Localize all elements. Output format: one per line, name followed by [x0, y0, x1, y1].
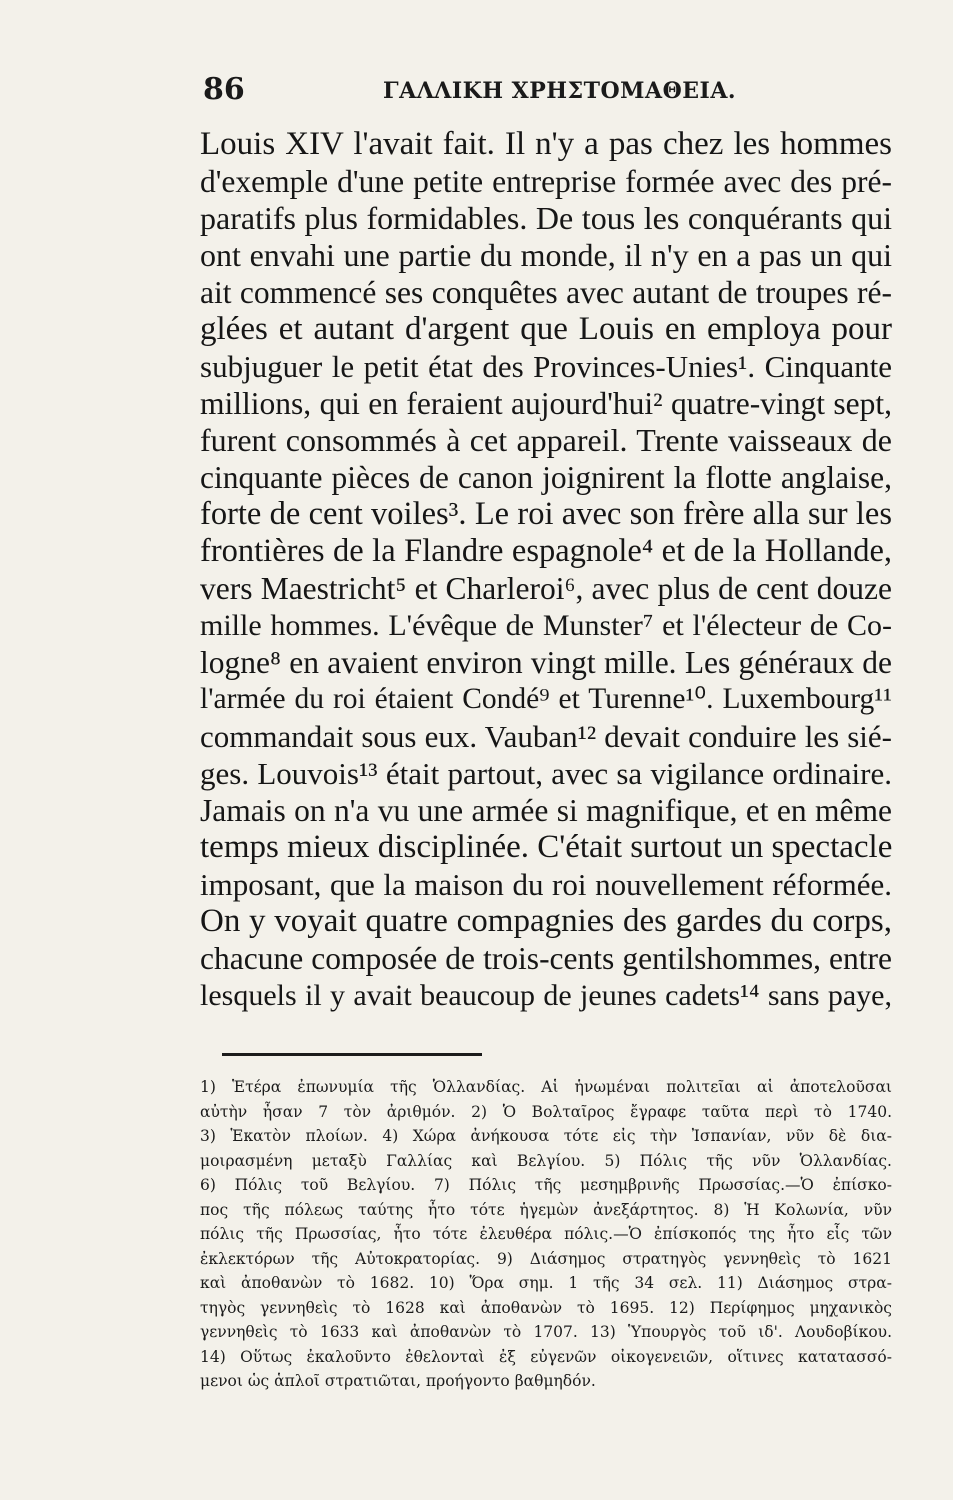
footnote-line: ἐκλεκτόρων τῆς Αὐτοκρατορίας. 9) Διάσημος στρατηγὸς γεννηθεὶς τὸ 1621 — [200, 1249, 892, 1268]
text-line: ait commencé ses conquêtes avec autant de troupes ré- — [200, 275, 892, 310]
footnote-line: αὐτὴν ἦσαν 7 τὸν ἀριθμόν. 2) Ὁ Βολταῖρος ἔγραφε ταῦτα περὶ τὸ 1740. — [200, 1102, 892, 1121]
text-line: On y voyait quatre compagnies des gardes du corps, — [200, 903, 892, 939]
text-line: Jamais on n'a vu une armée si magnifique, et en même — [200, 793, 892, 828]
page-number: 86 — [203, 72, 245, 107]
text-line: imposant, que la maison du roi nouvellement réformée. — [200, 867, 892, 902]
footnote-line: καὶ ἀποθανὼν τὸ 1682. 10) Ὅρα σημ. 1 τῆς 34 σελ. 11) Διάσημος στρα- — [200, 1274, 892, 1292]
footnotes — [200, 1075, 892, 1394]
text-line: forte de cent voiles³. Le roi avec son frère alla sur les — [200, 496, 892, 532]
text-line: frontières de la Flandre espagnole⁴ et de la Hollande, — [200, 533, 892, 569]
text-line: lesquels il y avait beaucoup de jeunes cadets¹⁴ sans paye, — [200, 979, 892, 1012]
text-line: Louis XIV l'avait fait. Il n'y a pas chez les hommes — [200, 126, 892, 162]
footnote-line: τηγὸς γεννηθεὶς τὸ 1628 καὶ ἀποθανὼν τὸ 1695. 12) Περίφημος μηχανικὸς — [200, 1298, 892, 1317]
text-line: l'armée du roi étaient Condé⁹ et Turenne¹⁰. Luxembourg¹¹ — [200, 683, 892, 715]
text-line: glées et autant d'argent que Louis en employa pour — [200, 311, 892, 347]
text-line: commandait sous eux. Vauban¹² devait conduire les sié- — [200, 719, 892, 754]
footnote-line: 1) Ἑτέρα ἐπωνυμία τῆς Ὁλλανδίας. Αἱ ἡνωμέναι πολιτεῖαι αἱ ἀποτελοῦσαι — [200, 1078, 892, 1096]
text-line: subjuguer le petit état des Provinces-Unies¹. Cinquante — [200, 349, 892, 384]
text-line: ges. Louvois¹³ était partout, avec sa vigilance ordinaire. — [200, 756, 892, 791]
text-line: logne⁸ en avaient environ vingt mille. Les généraux de — [200, 645, 892, 680]
text-line: paratifs plus formidables. De tous les conquérants qui — [200, 200, 892, 236]
footnote-line: γεννηθεὶς τὸ 1633 καὶ ἀποθανὼν τὸ 1707. 13) Ὑπουργὸς τοῦ ιδ'. Λουδοβίκου. — [200, 1323, 892, 1341]
footnote-line: 6) Πόλις τοῦ Βελγίου. 7) Πόλις τῆς μεσημβρινῆς Πρωσσίας.—Ὁ ἐπίσκο- — [200, 1176, 892, 1194]
text-line: temps mieux disciplinée. C'était surtout un spectacle — [200, 829, 893, 865]
text-line: cinquante pièces de canon joignirent la flotte anglaise, — [200, 460, 892, 495]
running-head — [203, 72, 903, 112]
body-text — [200, 126, 892, 1014]
footnote-line: 14) Οὕτως ἐκαλοῦντο ἐθελονταὶ ἐξ εὐγενῶν οἰκογενειῶν, οἵτινες κατατασσό- — [200, 1347, 892, 1366]
footnote-line: πος τῆς πόλεως ταύτης ἦτο τότε ἡγεμὼν ἀνεξάρτητος. 8) Ἡ Κολωνία, νῦν — [200, 1200, 892, 1219]
footnote-line: πόλις τῆς Πρωσσίας, ἦτο τότε ἐλευθέρα πόλις.—Ὁ ἐπίσκοπός της ἦτο εἷς τῶν — [200, 1225, 892, 1243]
text-line: d'exemple d'une petite entreprise formée avec des pré- — [200, 164, 892, 199]
footnote-line: μοιρασμένη μεταξὺ Γαλλίας καὶ Βελγίου. 5) Πόλις τῆς νῦν Ὁλλανδίας. — [200, 1151, 892, 1170]
running-title: ΓΑΛΛΙΚΗ ΧΡΗΣΤΟΜΑΘΕΙΑ. — [383, 78, 737, 104]
footnote-rule — [222, 1053, 482, 1056]
text-line: vers Maestricht⁵ et Charleroi⁶, avec plus de cent douze — [200, 571, 892, 606]
text-line: millions, qui en feraient aujourd'hui² quatre-vingt sept, — [200, 386, 892, 421]
text-line: furent consommés à cet appareil. Trente vaisseaux de — [200, 422, 892, 458]
text-line: chacune composée de trois-cents gentilshommes, entre — [200, 941, 892, 976]
text-line: ont envahi une partie du monde, il n'y en a pas un qui — [200, 237, 892, 273]
footnote-line: 3) Ἑκατὸν πλοίων. 4) Χώρα ἀνήκουσα τότε εἰς τὴν Ἰσπανίαν, νῦν δὲ δια- — [200, 1127, 892, 1145]
text-line: mille hommes. L'évêque de Munster⁷ et l'électeur de Co- — [200, 609, 892, 642]
footnote-line: μενοι ὡς ἁπλοῖ στρατιῶται, προήγοντο βαθμηδόν. — [200, 1372, 596, 1390]
